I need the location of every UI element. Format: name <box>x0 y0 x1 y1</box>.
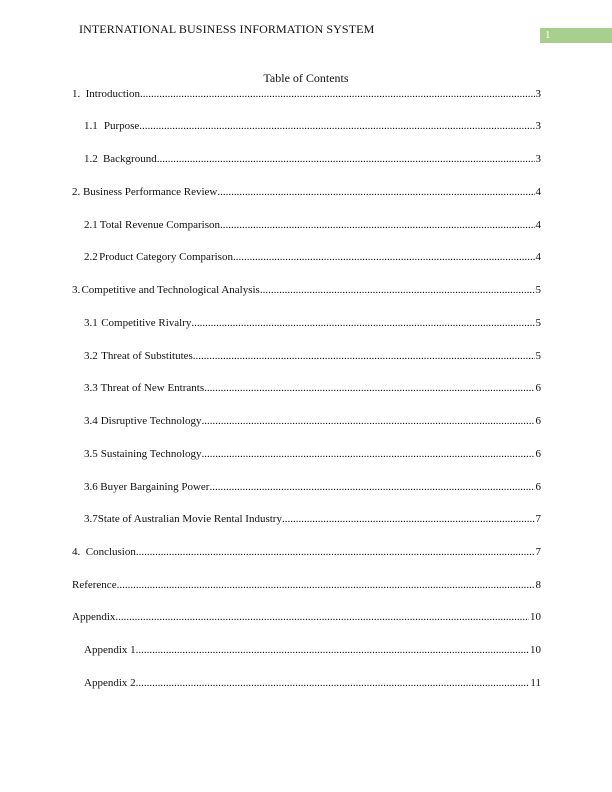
toc-entry-label: Product Category Comparison <box>99 251 233 263</box>
toc-entry-number: 2.1 <box>84 219 98 231</box>
toc-entry-number: 1. <box>72 88 81 100</box>
toc-entry-page: 7 <box>535 513 541 525</box>
toc-dot-leader <box>209 480 534 494</box>
toc-dot-leader <box>117 578 535 592</box>
toc-entry-number: 3.6 <box>84 481 98 493</box>
toc-dot-leader <box>136 676 530 690</box>
toc-entry-label: Competitive Rivalry <box>101 317 192 329</box>
toc-entry[interactable] <box>84 643 541 657</box>
toc-entry-label: Threat of Substitutes <box>101 350 193 362</box>
toc-entry-page: 4 <box>535 186 541 198</box>
toc-entry[interactable] <box>72 87 541 101</box>
toc-dot-leader <box>220 218 535 232</box>
toc-entry-number: 3.5 <box>84 448 98 460</box>
toc-entry-page: 6 <box>535 382 541 394</box>
toc-entry[interactable] <box>84 152 541 166</box>
toc-dot-leader <box>140 87 535 101</box>
toc-entry-number: 3.7 <box>84 513 98 525</box>
toc-dot-leader <box>139 119 534 133</box>
toc-entry-label: Sustaining Technology <box>100 448 202 460</box>
page-number-badge: 1 <box>540 28 612 43</box>
toc-entry[interactable] <box>84 316 541 330</box>
toc-entry-label: Background <box>102 153 157 165</box>
toc-entry-page: 11 <box>530 677 541 689</box>
toc-entry[interactable] <box>72 578 541 592</box>
toc-entry[interactable] <box>72 545 541 559</box>
toc-entry-number: 2. <box>72 186 81 198</box>
toc-entry[interactable] <box>84 414 541 428</box>
toc-entry-number: 1.1 <box>84 120 98 132</box>
toc-entry[interactable] <box>84 119 541 133</box>
toc-dot-leader <box>204 381 534 395</box>
toc-entry-page: 4 <box>535 219 541 231</box>
running-header-title: INTERNATIONAL BUSINESS INFORMATION SYSTEM <box>79 22 375 36</box>
toc-entry-page: 5 <box>535 317 541 329</box>
toc-entry-number: 1.2 <box>84 153 98 165</box>
toc-entry[interactable] <box>84 676 541 690</box>
toc-entry-page: 7 <box>535 546 541 558</box>
toc-entry-page: 5 <box>535 284 541 296</box>
toc-entry-label: Competitive and Technological Analysis <box>81 284 260 296</box>
toc-entry[interactable] <box>84 218 541 232</box>
toc-dot-leader <box>136 545 535 559</box>
toc-entry[interactable] <box>84 349 541 363</box>
toc-entry-page: 10 <box>530 644 541 656</box>
toc-dot-leader <box>233 250 535 264</box>
toc-dot-leader <box>157 152 535 166</box>
toc-dot-leader <box>136 643 529 657</box>
toc-entry[interactable] <box>84 512 541 526</box>
toc-entry-page: 3 <box>535 153 541 165</box>
toc-entry[interactable] <box>84 480 541 494</box>
toc-entry-label: Appendix <box>72 611 116 623</box>
toc-entry-page: 5 <box>535 350 541 362</box>
toc-entry[interactable] <box>72 610 541 624</box>
toc-entry-label: Introduction <box>85 88 140 100</box>
toc-entry-label: Threat of New Entrants <box>100 382 205 394</box>
toc-heading: Table of Contents <box>263 71 349 85</box>
toc-dot-leader <box>260 283 535 297</box>
toc-entry-number: 3.2 <box>84 350 98 362</box>
toc-entry-number: 3.4 <box>84 415 98 427</box>
toc-entry-number: 3. <box>72 284 81 296</box>
toc-entry-page: 6 <box>535 415 541 427</box>
toc-entry-label: Appendix 2 <box>84 677 136 689</box>
toc-entry-label: Business Performance Review <box>82 186 218 198</box>
toc-entry-page: 6 <box>535 448 541 460</box>
toc-entry-label: Purpose <box>103 120 140 132</box>
toc-entry-page: 8 <box>535 579 541 591</box>
toc-dot-leader <box>191 316 534 330</box>
toc-dot-leader <box>201 447 534 461</box>
toc-entry[interactable] <box>84 447 541 461</box>
toc-entry-label: Buyer Bargaining Power <box>100 481 210 493</box>
toc-dot-leader <box>115 610 529 624</box>
toc-dot-leader <box>201 414 534 428</box>
toc-dot-leader <box>282 512 535 526</box>
toc-entry-number: 3.1 <box>84 317 98 329</box>
toc-entry[interactable] <box>84 250 541 264</box>
toc-entry-page: 6 <box>535 481 541 493</box>
toc-entry[interactable] <box>72 283 541 297</box>
toc-dot-leader <box>217 185 534 199</box>
toc-entry-page: 10 <box>530 611 541 623</box>
toc-entry-number: 4. <box>72 546 81 558</box>
toc-entry-label: Total Revenue Comparison <box>99 219 220 231</box>
toc-entry-number: 3.3 <box>84 382 98 394</box>
toc-entry-label: Reference <box>72 579 117 591</box>
toc-entry[interactable] <box>72 185 541 199</box>
toc-entry-label: Conclusion <box>85 546 136 558</box>
toc-entry-label: Disruptive Technology <box>100 415 202 427</box>
toc-entry[interactable] <box>84 381 541 395</box>
toc-dot-leader <box>193 349 535 363</box>
toc-entry-label: State of Australian Movie Rental Industry <box>97 513 282 525</box>
toc-entry-page: 3 <box>535 120 541 132</box>
toc-entry-label: Appendix 1 <box>84 644 136 656</box>
toc-entry-page: 4 <box>535 251 541 263</box>
toc-entry-page: 3 <box>535 88 541 100</box>
toc-entry-number: 2.2 <box>84 251 98 263</box>
